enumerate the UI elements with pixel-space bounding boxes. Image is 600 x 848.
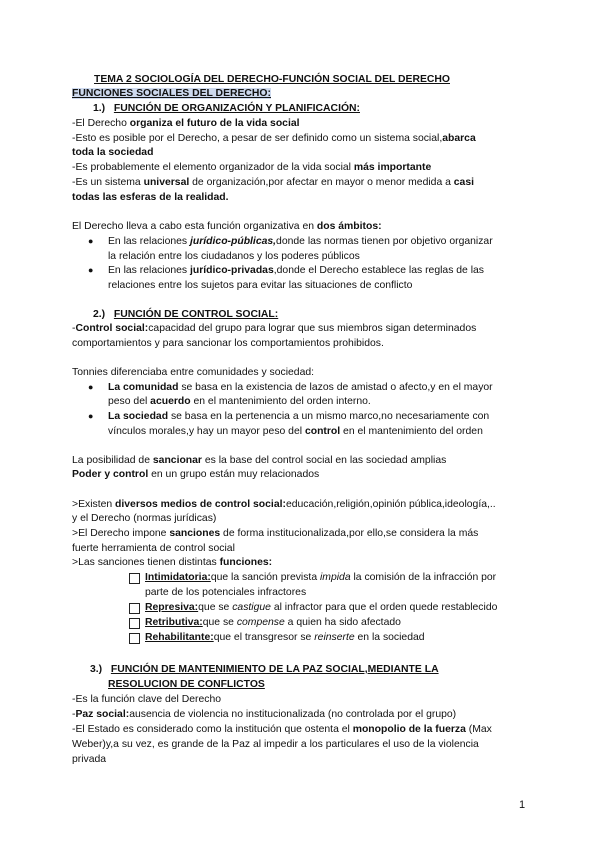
list-item: En las relaciones jurídico-privadas,donde el Derecho establece las reglas de las xyxy=(108,265,485,276)
text-line: -Es la función clave del Derecho xyxy=(72,694,222,705)
section-3-heading: 3.) FUNCIÓN DE MANTENIMIENTO DE LA PAZ SOCIAL,MEDIANTE LA xyxy=(90,664,439,675)
text-line: -Paz social:ausencia de violencia no institucionalizada (no controlada por el grupo) xyxy=(72,709,457,720)
section-2-heading: 2.) FUNCIÓN DE CONTROL SOCIAL: xyxy=(93,309,279,320)
list-item: En las relaciones jurídico-públicas,donde las normas tienen por objetivo organizar xyxy=(108,236,493,247)
checklist-item: Intimidatoria:que la sanción prevista impida la comisión de la infracción por xyxy=(145,572,497,583)
list-item-continued: peso del acuerdo en el mantenimiento del orden interno. xyxy=(108,396,371,407)
paragraph: >Las sanciones tienen distintas funciones: xyxy=(72,557,273,568)
paragraph: Poder y control en un grupo están muy relacionados xyxy=(72,469,320,480)
bullet-icon: ● xyxy=(88,236,94,246)
checklist-item: Retributiva:que se compense a quien ha sido afectado xyxy=(145,617,401,628)
text-line: toda la sociedad xyxy=(72,147,154,158)
text-line: fuerte herramienta de control social xyxy=(72,543,235,554)
checkbox-icon[interactable] xyxy=(129,633,140,644)
text-line: -Es un sistema universal de organización,por afectar en mayor o menor medida a casi xyxy=(72,177,475,188)
text-line: comportamientos y para sancionar los comportamientos prohibidos. xyxy=(72,338,384,349)
checklist-item: Rehabilitante:que el transgresor se reinserte en la sociedad xyxy=(145,632,425,643)
checklist-item-continued: parte de los potenciales infractores xyxy=(145,587,307,598)
list-item-continued: vínculos morales,y hay un mayor peso del control en el mantenimiento del orden xyxy=(108,426,483,437)
checkbox-icon[interactable] xyxy=(129,573,140,584)
section-heading xyxy=(72,86,271,101)
highlighted-heading: FUNCIONES SOCIALES DEL DERECHO: xyxy=(72,88,271,99)
checklist-item: Represiva:que se castigue al infractor para que el orden quede restablecido xyxy=(145,602,498,613)
bullet-icon: ● xyxy=(88,382,94,392)
bullet-icon: ● xyxy=(88,411,94,421)
paragraph: >Existen diversos medios de control social:educación,religión,opinión pública,ideología,.. xyxy=(72,499,496,510)
text-line: privada xyxy=(72,754,107,765)
list-item: La comunidad se basa en la existencia de lazos de amistad o afecto,y en el mayor xyxy=(108,382,493,393)
list-item-continued: relaciones entre los sujetos para evitar las situaciones de conflicto xyxy=(108,280,413,291)
list-item: La sociedad se basa en la pertenencia a un mismo marco,no necesariamente con xyxy=(108,411,490,422)
checkbox-icon[interactable] xyxy=(129,603,140,614)
text-line: -El Derecho organiza el futuro de la vida social xyxy=(72,118,300,129)
checkbox-icon[interactable] xyxy=(129,618,140,629)
text-line: -El Estado es considerado como la institución que ostenta el monopolio de la fuerza (Max xyxy=(72,724,492,735)
text-line: -Es probablemente el elemento organizador de la vida social más importante xyxy=(72,162,432,173)
list-item-continued: la relación entre los ciudadanos y los poderes públicos xyxy=(108,251,360,262)
paragraph: La posibilidad de sancionar es la base del control social en las sociedad amplias xyxy=(72,455,447,466)
text-line: Weber)y,a su vez, es grande de la Paz al impedir a los particulares el uso de la violencia xyxy=(72,739,479,750)
text-line: y el Derecho (normas jurídicas) xyxy=(72,513,217,524)
paragraph: Tonnies diferenciaba entre comunidades y sociedad: xyxy=(72,367,315,378)
text-line: -Esto es posible por el Derecho, a pesar de ser definido como un sistema social,abarca xyxy=(72,133,476,144)
bullet-icon: ● xyxy=(88,265,94,275)
section-3-heading-continued: RESOLUCION DE CONFLICTOS xyxy=(108,679,265,690)
text-line: -Control social:capacidad del grupo para lograr que sus miembros sigan determinados xyxy=(72,323,477,334)
page-number: 1 xyxy=(519,799,526,811)
document-title: TEMA 2 SOCIOLOGÍA DEL DERECHO-FUNCIÓN SOCIAL DEL DERECHO xyxy=(94,74,450,85)
paragraph: >El Derecho impone sanciones de forma institucionalizada,por ello,se considera la más xyxy=(72,528,479,539)
text-line: todas las esferas de la realidad. xyxy=(72,192,229,203)
paragraph: El Derecho lleva a cabo esta función organizativa en dos ámbitos: xyxy=(72,221,382,232)
section-1-heading: 1.) FUNCIÓN DE ORGANIZACIÓN Y PLANIFICACIÓN: xyxy=(93,103,360,114)
